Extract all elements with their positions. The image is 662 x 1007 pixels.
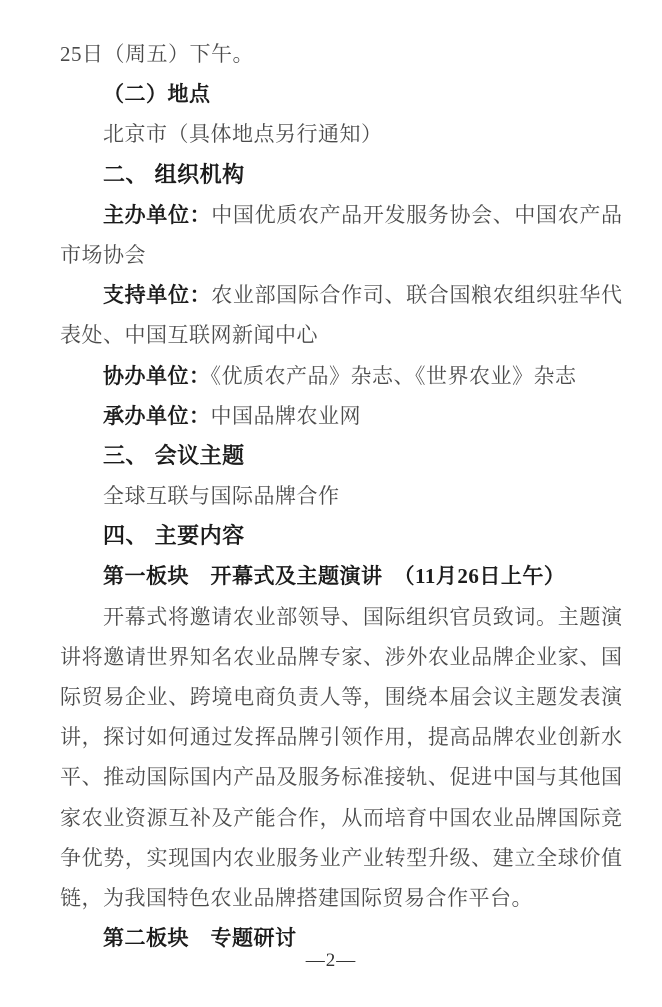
bold-label: 主办单位： <box>103 202 212 227</box>
text-segment: 表处、中国互联网新闻中心 <box>60 323 318 348</box>
text-segment: 《优质农产品》杂志、《世界农业》杂志 <box>210 363 577 388</box>
text-segment: 链，为我国特色农业品牌搭建国际贸易合作平台。 <box>60 885 533 910</box>
text-segment: 全球互联与国际品牌合作 <box>103 484 340 509</box>
para-coorganizers <box>60 356 622 396</box>
para-module1-line2 <box>60 637 622 677</box>
text-segment: 开幕式将邀请农业部领导、国际组织官员致词。主题演 <box>103 604 622 629</box>
text-segment: 市场协会 <box>60 242 146 267</box>
bold-label: （二）地点 <box>103 82 211 107</box>
page-number: —2— <box>305 950 357 971</box>
para-hosts-line2 <box>60 235 622 275</box>
bold-label: 三、 会议主题 <box>103 442 245 468</box>
para-supporters-line2 <box>60 315 622 355</box>
bold-label: 协办单位： <box>103 363 211 388</box>
text-segment: 家农业资源互补及产能合作，从而培育中国农业品牌国际竞 <box>60 805 622 830</box>
bold-label: 第二板块 专题研讨 <box>103 926 297 951</box>
text-segment: 讲，探讨如何通过发挥品牌引领作用，提高品牌农业创新水 <box>60 725 622 750</box>
bold-label: 二、 组织机构 <box>103 161 245 187</box>
para-module1-line5 <box>60 757 622 797</box>
text-segment: 讲将邀请世界知名农业品牌专家、涉外农业品牌企业家、国 <box>60 644 622 669</box>
para-module1-line1 <box>60 597 622 637</box>
bold-label: 四、 主要内容 <box>103 523 245 549</box>
para-theme <box>60 476 622 516</box>
para-supporters-line1 <box>60 275 622 315</box>
heading-main-content <box>60 516 622 556</box>
text-segment: 中国品牌农业网 <box>210 403 361 428</box>
text-segment: 平、推动国际国内产品及服务标准接轨、促进中国与其他国 <box>60 765 622 790</box>
para-module1-line4 <box>60 717 622 757</box>
para-module1-line6 <box>60 798 622 838</box>
para-module1-line3 <box>60 677 622 717</box>
bold-label: 第一板块 开幕式及主题演讲 （11月26日上午） <box>103 564 566 589</box>
heading-organization <box>60 155 622 195</box>
text-segment: 中国优质农产品开发服务协会、中国农产品 <box>211 202 623 227</box>
para-hosts-line1 <box>60 195 622 235</box>
heading-module1 <box>60 556 622 596</box>
para-undertaker <box>60 396 622 436</box>
para-module1-line8 <box>60 878 622 918</box>
document-body <box>60 34 622 958</box>
bold-label: 支持单位： <box>103 283 212 308</box>
heading-theme <box>60 436 622 476</box>
text-segment: 25日（周五）下午。 <box>60 42 254 66</box>
text-segment: 北京市（具体地点另行通知） <box>103 122 383 147</box>
heading-venue <box>60 74 622 114</box>
para-module1-line7 <box>60 838 622 878</box>
text-segment: 农业部国际合作司、联合国粮农组织驻华代 <box>211 283 623 308</box>
text-segment: 争优势，实现国内农业服务业产业转型升级、建立全球价值 <box>60 845 622 870</box>
bold-label: 承办单位： <box>103 403 211 428</box>
text-segment: 际贸易企业、跨境电商负责人等，围绕本届会议主题发表演 <box>60 685 622 709</box>
para-venue <box>60 114 622 154</box>
para-date-tail <box>60 34 622 74</box>
